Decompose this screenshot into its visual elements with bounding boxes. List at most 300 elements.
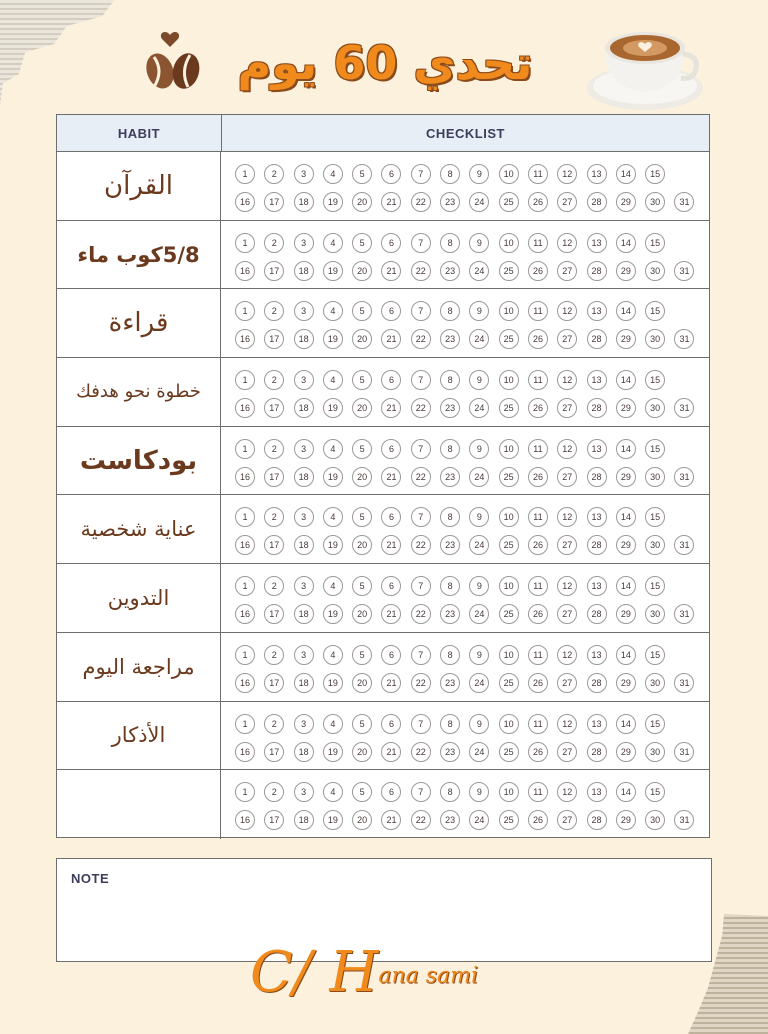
day-checkbox[interactable]: 12 — [557, 645, 577, 665]
day-checkbox[interactable]: 26 — [528, 810, 548, 830]
day-checkbox[interactable]: 10 — [499, 576, 519, 596]
day-checkbox[interactable]: 6 — [381, 233, 401, 253]
day-checkbox[interactable]: 4 — [323, 233, 343, 253]
day-checkbox[interactable]: 27 — [557, 535, 577, 555]
day-checkbox[interactable]: 4 — [323, 370, 343, 390]
habit-name[interactable]: مراجعة اليوم — [57, 633, 221, 701]
day-checkbox[interactable]: 15 — [645, 645, 665, 665]
day-checkbox[interactable]: 30 — [645, 398, 665, 418]
day-checkbox[interactable]: 23 — [440, 810, 460, 830]
day-checkbox[interactable]: 16 — [235, 261, 255, 281]
day-checkbox[interactable]: 11 — [528, 576, 548, 596]
day-checkbox[interactable]: 3 — [294, 301, 314, 321]
day-checkbox[interactable]: 26 — [528, 604, 548, 624]
day-checkbox[interactable]: 7 — [411, 782, 431, 802]
day-checkbox[interactable]: 23 — [440, 535, 460, 555]
day-checkbox[interactable]: 22 — [411, 742, 431, 762]
day-checkbox[interactable]: 22 — [411, 398, 431, 418]
day-checkbox[interactable]: 7 — [411, 164, 431, 184]
day-checkbox[interactable]: 30 — [645, 604, 665, 624]
day-checkbox[interactable]: 29 — [616, 535, 636, 555]
day-checkbox[interactable]: 21 — [381, 329, 401, 349]
day-checkbox[interactable]: 24 — [469, 261, 489, 281]
day-checkbox[interactable]: 22 — [411, 261, 431, 281]
day-checkbox[interactable]: 11 — [528, 645, 548, 665]
day-checkbox[interactable]: 21 — [381, 810, 401, 830]
day-checkbox[interactable]: 24 — [469, 604, 489, 624]
day-checkbox[interactable]: 31 — [674, 329, 694, 349]
day-checkbox[interactable]: 6 — [381, 507, 401, 527]
day-checkbox[interactable]: 20 — [352, 810, 372, 830]
day-checkbox[interactable]: 16 — [235, 398, 255, 418]
day-checkbox[interactable]: 5 — [352, 164, 372, 184]
day-checkbox[interactable]: 14 — [616, 370, 636, 390]
day-checkbox[interactable]: 30 — [645, 535, 665, 555]
day-checkbox[interactable]: 25 — [499, 329, 519, 349]
day-checkbox[interactable]: 1 — [235, 439, 255, 459]
day-checkbox[interactable]: 15 — [645, 439, 665, 459]
day-checkbox[interactable]: 7 — [411, 301, 431, 321]
day-checkbox[interactable]: 23 — [440, 673, 460, 693]
day-checkbox[interactable]: 28 — [587, 398, 607, 418]
day-checkbox[interactable]: 25 — [499, 467, 519, 487]
day-checkbox[interactable]: 7 — [411, 439, 431, 459]
day-checkbox[interactable]: 31 — [674, 810, 694, 830]
day-checkbox[interactable]: 15 — [645, 164, 665, 184]
day-checkbox[interactable]: 21 — [381, 398, 401, 418]
day-checkbox[interactable]: 29 — [616, 742, 636, 762]
day-checkbox[interactable]: 2 — [264, 164, 284, 184]
day-checkbox[interactable]: 20 — [352, 261, 372, 281]
day-checkbox[interactable]: 31 — [674, 673, 694, 693]
day-checkbox[interactable]: 10 — [499, 714, 519, 734]
day-checkbox[interactable]: 8 — [440, 439, 460, 459]
day-checkbox[interactable]: 5 — [352, 370, 372, 390]
day-checkbox[interactable]: 8 — [440, 714, 460, 734]
day-checkbox[interactable]: 29 — [616, 261, 636, 281]
day-checkbox[interactable]: 16 — [235, 329, 255, 349]
day-checkbox[interactable]: 23 — [440, 604, 460, 624]
day-checkbox[interactable]: 11 — [528, 439, 548, 459]
day-checkbox[interactable]: 24 — [469, 192, 489, 212]
day-checkbox[interactable]: 17 — [264, 398, 284, 418]
day-checkbox[interactable]: 16 — [235, 535, 255, 555]
day-checkbox[interactable]: 13 — [587, 576, 607, 596]
day-checkbox[interactable]: 27 — [557, 810, 577, 830]
day-checkbox[interactable]: 10 — [499, 301, 519, 321]
day-checkbox[interactable]: 25 — [499, 535, 519, 555]
day-checkbox[interactable]: 4 — [323, 507, 343, 527]
day-checkbox[interactable]: 28 — [587, 261, 607, 281]
day-checkbox[interactable]: 16 — [235, 810, 255, 830]
habit-name[interactable]: قراءة — [57, 289, 221, 357]
day-checkbox[interactable]: 2 — [264, 370, 284, 390]
day-checkbox[interactable]: 4 — [323, 782, 343, 802]
day-checkbox[interactable]: 13 — [587, 233, 607, 253]
day-checkbox[interactable]: 30 — [645, 329, 665, 349]
day-checkbox[interactable]: 30 — [645, 261, 665, 281]
habit-name[interactable]: التدوين — [57, 564, 221, 632]
day-checkbox[interactable]: 22 — [411, 467, 431, 487]
day-checkbox[interactable]: 12 — [557, 164, 577, 184]
day-checkbox[interactable]: 28 — [587, 604, 607, 624]
day-checkbox[interactable]: 22 — [411, 673, 431, 693]
day-checkbox[interactable]: 15 — [645, 370, 665, 390]
day-checkbox[interactable]: 10 — [499, 645, 519, 665]
day-checkbox[interactable]: 29 — [616, 329, 636, 349]
day-checkbox[interactable]: 14 — [616, 576, 636, 596]
day-checkbox[interactable]: 3 — [294, 164, 314, 184]
day-checkbox[interactable]: 29 — [616, 810, 636, 830]
day-checkbox[interactable]: 17 — [264, 535, 284, 555]
day-checkbox[interactable]: 2 — [264, 233, 284, 253]
day-checkbox[interactable]: 8 — [440, 782, 460, 802]
habit-name[interactable]: خطوة نحو هدفك — [57, 358, 221, 426]
day-checkbox[interactable]: 15 — [645, 714, 665, 734]
day-checkbox[interactable]: 10 — [499, 782, 519, 802]
day-checkbox[interactable]: 14 — [616, 301, 636, 321]
day-checkbox[interactable]: 9 — [469, 370, 489, 390]
day-checkbox[interactable]: 9 — [469, 576, 489, 596]
day-checkbox[interactable]: 1 — [235, 370, 255, 390]
day-checkbox[interactable]: 13 — [587, 714, 607, 734]
day-checkbox[interactable]: 25 — [499, 673, 519, 693]
day-checkbox[interactable]: 3 — [294, 507, 314, 527]
day-checkbox[interactable]: 17 — [264, 192, 284, 212]
day-checkbox[interactable]: 30 — [645, 192, 665, 212]
day-checkbox[interactable]: 18 — [294, 398, 314, 418]
day-checkbox[interactable]: 6 — [381, 301, 401, 321]
day-checkbox[interactable]: 18 — [294, 329, 314, 349]
day-checkbox[interactable]: 3 — [294, 370, 314, 390]
day-checkbox[interactable]: 1 — [235, 782, 255, 802]
day-checkbox[interactable]: 19 — [323, 192, 343, 212]
day-checkbox[interactable]: 20 — [352, 535, 372, 555]
day-checkbox[interactable]: 12 — [557, 370, 577, 390]
day-checkbox[interactable]: 6 — [381, 576, 401, 596]
day-checkbox[interactable]: 19 — [323, 673, 343, 693]
habit-name[interactable]: عناية شخصية — [57, 495, 221, 563]
day-checkbox[interactable]: 12 — [557, 439, 577, 459]
day-checkbox[interactable]: 11 — [528, 370, 548, 390]
day-checkbox[interactable]: 9 — [469, 782, 489, 802]
day-checkbox[interactable]: 19 — [323, 467, 343, 487]
day-checkbox[interactable]: 21 — [381, 742, 401, 762]
habit-name[interactable]: بودكاست — [57, 427, 221, 495]
day-checkbox[interactable]: 5 — [352, 645, 372, 665]
day-checkbox[interactable]: 2 — [264, 645, 284, 665]
day-checkbox[interactable]: 7 — [411, 507, 431, 527]
day-checkbox[interactable]: 13 — [587, 507, 607, 527]
day-checkbox[interactable]: 21 — [381, 673, 401, 693]
day-checkbox[interactable]: 7 — [411, 645, 431, 665]
day-checkbox[interactable]: 27 — [557, 742, 577, 762]
day-checkbox[interactable]: 18 — [294, 604, 314, 624]
day-checkbox[interactable]: 14 — [616, 164, 636, 184]
day-checkbox[interactable]: 27 — [557, 192, 577, 212]
day-checkbox[interactable]: 10 — [499, 370, 519, 390]
day-checkbox[interactable]: 31 — [674, 192, 694, 212]
day-checkbox[interactable]: 1 — [235, 645, 255, 665]
day-checkbox[interactable]: 12 — [557, 576, 577, 596]
day-checkbox[interactable]: 20 — [352, 604, 372, 624]
day-checkbox[interactable]: 28 — [587, 467, 607, 487]
day-checkbox[interactable]: 22 — [411, 192, 431, 212]
day-checkbox[interactable]: 15 — [645, 301, 665, 321]
day-checkbox[interactable]: 14 — [616, 439, 636, 459]
day-checkbox[interactable]: 4 — [323, 439, 343, 459]
day-checkbox[interactable]: 28 — [587, 742, 607, 762]
day-checkbox[interactable]: 22 — [411, 329, 431, 349]
day-checkbox[interactable]: 29 — [616, 192, 636, 212]
day-checkbox[interactable]: 19 — [323, 810, 343, 830]
day-checkbox[interactable]: 17 — [264, 673, 284, 693]
day-checkbox[interactable]: 31 — [674, 742, 694, 762]
day-checkbox[interactable]: 20 — [352, 192, 372, 212]
habit-name[interactable]: القرآن — [57, 152, 221, 220]
day-checkbox[interactable]: 16 — [235, 467, 255, 487]
day-checkbox[interactable]: 16 — [235, 192, 255, 212]
day-checkbox[interactable]: 21 — [381, 261, 401, 281]
day-checkbox[interactable]: 10 — [499, 233, 519, 253]
day-checkbox[interactable]: 27 — [557, 329, 577, 349]
day-checkbox[interactable]: 23 — [440, 192, 460, 212]
day-checkbox[interactable]: 9 — [469, 301, 489, 321]
day-checkbox[interactable]: 12 — [557, 301, 577, 321]
day-checkbox[interactable]: 26 — [528, 535, 548, 555]
day-checkbox[interactable]: 31 — [674, 398, 694, 418]
day-checkbox[interactable]: 26 — [528, 398, 548, 418]
day-checkbox[interactable]: 20 — [352, 329, 372, 349]
day-checkbox[interactable]: 8 — [440, 507, 460, 527]
day-checkbox[interactable]: 6 — [381, 782, 401, 802]
day-checkbox[interactable]: 7 — [411, 233, 431, 253]
day-checkbox[interactable]: 25 — [499, 604, 519, 624]
day-checkbox[interactable]: 12 — [557, 233, 577, 253]
day-checkbox[interactable]: 15 — [645, 233, 665, 253]
day-checkbox[interactable]: 6 — [381, 370, 401, 390]
day-checkbox[interactable]: 17 — [264, 604, 284, 624]
day-checkbox[interactable]: 13 — [587, 439, 607, 459]
day-checkbox[interactable]: 15 — [645, 576, 665, 596]
day-checkbox[interactable]: 30 — [645, 742, 665, 762]
day-checkbox[interactable]: 31 — [674, 604, 694, 624]
day-checkbox[interactable]: 24 — [469, 398, 489, 418]
day-checkbox[interactable]: 24 — [469, 467, 489, 487]
day-checkbox[interactable]: 25 — [499, 261, 519, 281]
day-checkbox[interactable]: 29 — [616, 673, 636, 693]
day-checkbox[interactable]: 13 — [587, 301, 607, 321]
day-checkbox[interactable]: 22 — [411, 604, 431, 624]
day-checkbox[interactable]: 2 — [264, 782, 284, 802]
day-checkbox[interactable]: 5 — [352, 714, 372, 734]
day-checkbox[interactable]: 25 — [499, 742, 519, 762]
day-checkbox[interactable]: 2 — [264, 301, 284, 321]
day-checkbox[interactable]: 24 — [469, 810, 489, 830]
day-checkbox[interactable]: 27 — [557, 467, 577, 487]
day-checkbox[interactable]: 24 — [469, 742, 489, 762]
day-checkbox[interactable]: 9 — [469, 507, 489, 527]
day-checkbox[interactable]: 23 — [440, 467, 460, 487]
day-checkbox[interactable]: 11 — [528, 233, 548, 253]
day-checkbox[interactable]: 19 — [323, 535, 343, 555]
day-checkbox[interactable]: 16 — [235, 604, 255, 624]
day-checkbox[interactable]: 9 — [469, 233, 489, 253]
day-checkbox[interactable]: 18 — [294, 535, 314, 555]
day-checkbox[interactable]: 1 — [235, 507, 255, 527]
day-checkbox[interactable]: 16 — [235, 742, 255, 762]
day-checkbox[interactable]: 3 — [294, 233, 314, 253]
day-checkbox[interactable]: 8 — [440, 370, 460, 390]
day-checkbox[interactable]: 26 — [528, 742, 548, 762]
day-checkbox[interactable]: 1 — [235, 714, 255, 734]
day-checkbox[interactable]: 19 — [323, 329, 343, 349]
day-checkbox[interactable]: 21 — [381, 192, 401, 212]
day-checkbox[interactable]: 22 — [411, 535, 431, 555]
day-checkbox[interactable]: 24 — [469, 673, 489, 693]
day-checkbox[interactable]: 24 — [469, 535, 489, 555]
day-checkbox[interactable]: 12 — [557, 507, 577, 527]
day-checkbox[interactable]: 3 — [294, 576, 314, 596]
day-checkbox[interactable]: 31 — [674, 535, 694, 555]
day-checkbox[interactable]: 25 — [499, 810, 519, 830]
day-checkbox[interactable]: 3 — [294, 714, 314, 734]
habit-name[interactable]: الأذكار — [57, 702, 221, 770]
day-checkbox[interactable]: 11 — [528, 164, 548, 184]
day-checkbox[interactable]: 31 — [674, 467, 694, 487]
day-checkbox[interactable]: 11 — [528, 714, 548, 734]
day-checkbox[interactable]: 8 — [440, 233, 460, 253]
day-checkbox[interactable]: 18 — [294, 192, 314, 212]
day-checkbox[interactable]: 11 — [528, 782, 548, 802]
day-checkbox[interactable]: 2 — [264, 507, 284, 527]
day-checkbox[interactable]: 9 — [469, 439, 489, 459]
day-checkbox[interactable]: 26 — [528, 329, 548, 349]
day-checkbox[interactable]: 2 — [264, 714, 284, 734]
day-checkbox[interactable]: 3 — [294, 782, 314, 802]
day-checkbox[interactable]: 20 — [352, 398, 372, 418]
day-checkbox[interactable]: 17 — [264, 742, 284, 762]
day-checkbox[interactable]: 4 — [323, 645, 343, 665]
day-checkbox[interactable]: 4 — [323, 576, 343, 596]
day-checkbox[interactable]: 14 — [616, 507, 636, 527]
day-checkbox[interactable]: 19 — [323, 604, 343, 624]
day-checkbox[interactable]: 29 — [616, 398, 636, 418]
day-checkbox[interactable]: 30 — [645, 673, 665, 693]
day-checkbox[interactable]: 6 — [381, 645, 401, 665]
day-checkbox[interactable]: 26 — [528, 261, 548, 281]
day-checkbox[interactable]: 17 — [264, 810, 284, 830]
day-checkbox[interactable]: 5 — [352, 576, 372, 596]
day-checkbox[interactable]: 20 — [352, 467, 372, 487]
day-checkbox[interactable]: 14 — [616, 782, 636, 802]
day-checkbox[interactable]: 18 — [294, 467, 314, 487]
day-checkbox[interactable]: 9 — [469, 645, 489, 665]
day-checkbox[interactable]: 21 — [381, 535, 401, 555]
day-checkbox[interactable]: 7 — [411, 576, 431, 596]
day-checkbox[interactable]: 27 — [557, 398, 577, 418]
day-checkbox[interactable]: 8 — [440, 164, 460, 184]
day-checkbox[interactable]: 8 — [440, 645, 460, 665]
day-checkbox[interactable]: 2 — [264, 439, 284, 459]
day-checkbox[interactable]: 4 — [323, 301, 343, 321]
day-checkbox[interactable]: 11 — [528, 507, 548, 527]
day-checkbox[interactable]: 20 — [352, 742, 372, 762]
day-checkbox[interactable]: 21 — [381, 604, 401, 624]
day-checkbox[interactable]: 26 — [528, 467, 548, 487]
day-checkbox[interactable]: 28 — [587, 810, 607, 830]
day-checkbox[interactable]: 1 — [235, 576, 255, 596]
day-checkbox[interactable]: 17 — [264, 467, 284, 487]
day-checkbox[interactable]: 10 — [499, 164, 519, 184]
day-checkbox[interactable]: 7 — [411, 370, 431, 390]
day-checkbox[interactable]: 23 — [440, 398, 460, 418]
day-checkbox[interactable]: 5 — [352, 301, 372, 321]
day-checkbox[interactable]: 3 — [294, 645, 314, 665]
day-checkbox[interactable]: 16 — [235, 673, 255, 693]
day-checkbox[interactable]: 28 — [587, 673, 607, 693]
day-checkbox[interactable]: 1 — [235, 301, 255, 321]
day-checkbox[interactable]: 24 — [469, 329, 489, 349]
day-checkbox[interactable]: 25 — [499, 398, 519, 418]
day-checkbox[interactable]: 19 — [323, 742, 343, 762]
day-checkbox[interactable]: 19 — [323, 398, 343, 418]
day-checkbox[interactable]: 26 — [528, 192, 548, 212]
day-checkbox[interactable]: 28 — [587, 535, 607, 555]
day-checkbox[interactable]: 28 — [587, 329, 607, 349]
day-checkbox[interactable]: 11 — [528, 301, 548, 321]
day-checkbox[interactable]: 23 — [440, 742, 460, 762]
day-checkbox[interactable]: 12 — [557, 782, 577, 802]
day-checkbox[interactable]: 18 — [294, 261, 314, 281]
day-checkbox[interactable]: 15 — [645, 782, 665, 802]
day-checkbox[interactable]: 1 — [235, 164, 255, 184]
day-checkbox[interactable]: 17 — [264, 261, 284, 281]
day-checkbox[interactable]: 12 — [557, 714, 577, 734]
day-checkbox[interactable]: 26 — [528, 673, 548, 693]
day-checkbox[interactable]: 6 — [381, 164, 401, 184]
day-checkbox[interactable]: 3 — [294, 439, 314, 459]
day-checkbox[interactable]: 27 — [557, 261, 577, 281]
day-checkbox[interactable]: 6 — [381, 439, 401, 459]
day-checkbox[interactable]: 29 — [616, 467, 636, 487]
day-checkbox[interactable]: 5 — [352, 439, 372, 459]
day-checkbox[interactable]: 27 — [557, 604, 577, 624]
day-checkbox[interactable]: 18 — [294, 742, 314, 762]
day-checkbox[interactable]: 8 — [440, 301, 460, 321]
day-checkbox[interactable]: 18 — [294, 810, 314, 830]
day-checkbox[interactable]: 23 — [440, 329, 460, 349]
day-checkbox[interactable]: 4 — [323, 714, 343, 734]
day-checkbox[interactable]: 23 — [440, 261, 460, 281]
day-checkbox[interactable]: 10 — [499, 507, 519, 527]
day-checkbox[interactable]: 13 — [587, 164, 607, 184]
day-checkbox[interactable]: 29 — [616, 604, 636, 624]
day-checkbox[interactable]: 25 — [499, 192, 519, 212]
day-checkbox[interactable]: 13 — [587, 370, 607, 390]
day-checkbox[interactable]: 20 — [352, 673, 372, 693]
day-checkbox[interactable]: 22 — [411, 810, 431, 830]
day-checkbox[interactable]: 4 — [323, 164, 343, 184]
day-checkbox[interactable]: 27 — [557, 673, 577, 693]
day-checkbox[interactable]: 14 — [616, 714, 636, 734]
day-checkbox[interactable]: 31 — [674, 261, 694, 281]
day-checkbox[interactable]: 14 — [616, 233, 636, 253]
day-checkbox[interactable]: 8 — [440, 576, 460, 596]
day-checkbox[interactable]: 1 — [235, 233, 255, 253]
day-checkbox[interactable]: 28 — [587, 192, 607, 212]
day-checkbox[interactable]: 2 — [264, 576, 284, 596]
